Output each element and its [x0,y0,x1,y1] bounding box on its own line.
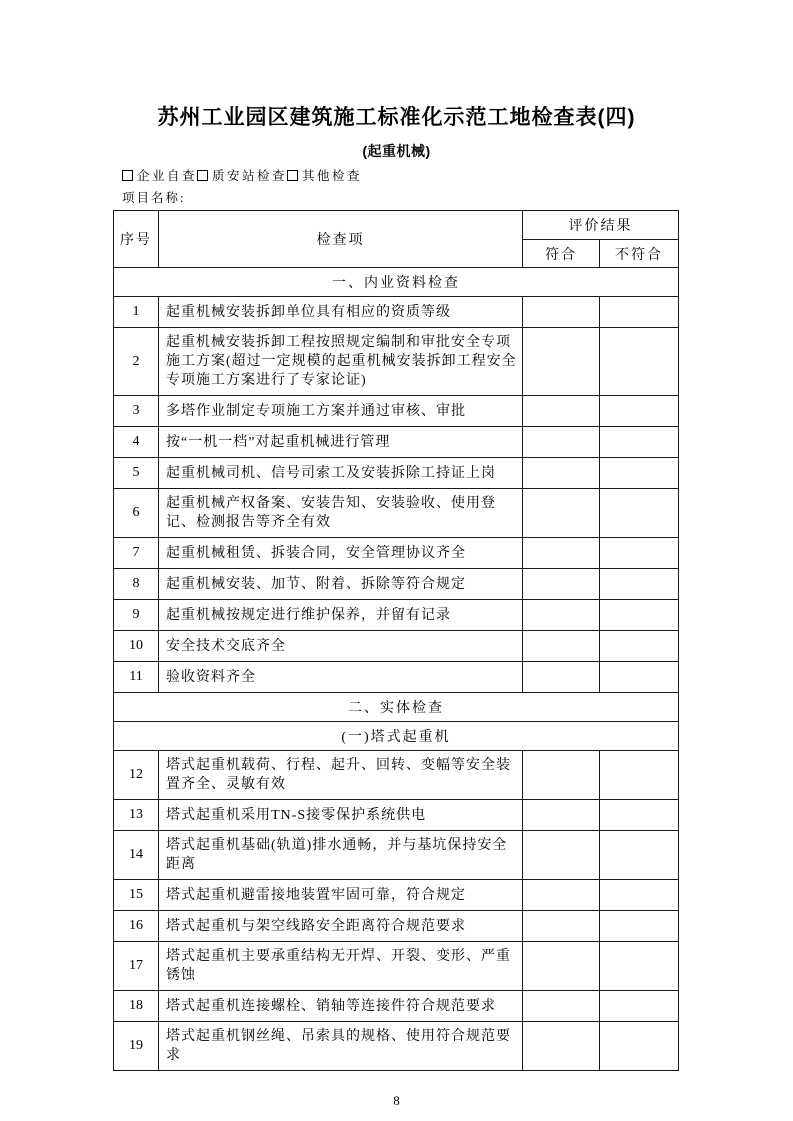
table-row [114,538,679,569]
row-number: 2 [114,328,159,396]
row-number: 14 [114,831,159,880]
check-item-text: 塔式起重机与架空线路安全距离符合规范要求 [159,911,523,942]
pass-cell[interactable] [523,396,600,427]
pass-cell[interactable] [523,662,600,693]
row-number: 6 [114,489,159,538]
table-row [114,569,679,600]
fail-cell[interactable] [600,991,679,1022]
header-check-item: 检查项 [159,211,523,268]
section-row [114,722,679,751]
project-name-label: 项目名称: [122,191,186,205]
check-item-text: 起重机械安装拆卸工程按照规定编制和审批安全专项施工方案(超过一定规模的起重机械安装拆卸工程安全专项施工方案进行了专家论证) [159,328,523,396]
check-item-text: 塔式起重机连接螺栓、销轴等连接件符合规范要求 [159,991,523,1022]
row-number: 9 [114,600,159,631]
fail-cell[interactable] [600,1022,679,1071]
table-row [114,489,679,538]
pass-cell[interactable] [523,991,600,1022]
fail-cell[interactable] [600,427,679,458]
checkbox-icon[interactable] [197,170,208,181]
table-row [114,297,679,328]
pass-cell[interactable] [523,942,600,991]
pass-cell[interactable] [523,489,600,538]
row-number: 8 [114,569,159,600]
fail-cell[interactable] [600,911,679,942]
inspection-table [113,210,679,1071]
row-number: 15 [114,880,159,911]
fail-cell[interactable] [600,800,679,831]
table-row [114,427,679,458]
fail-cell[interactable] [600,458,679,489]
fail-cell[interactable] [600,396,679,427]
header-fail: 不符合 [600,240,679,268]
check-item-text: 塔式起重机载荷、行程、起升、回转、变幅等安全装置齐全、灵敏有效 [159,751,523,800]
check-option-label: 其他检查 [302,169,363,183]
check-item-text: 安全技术交底齐全 [159,631,523,662]
header-evaluation-result: 评价结果 [523,211,679,240]
table-body [114,268,679,1071]
check-options [122,166,362,184]
fail-cell[interactable] [600,662,679,693]
pass-cell[interactable] [523,1022,600,1071]
check-option-label: 企业自查 [137,169,198,183]
pass-cell[interactable] [523,831,600,880]
fail-cell[interactable] [600,569,679,600]
pass-cell[interactable] [523,458,600,489]
check-option[interactable] [287,166,362,184]
row-number: 16 [114,911,159,942]
header-index: 序号 [114,211,159,268]
pass-cell[interactable] [523,427,600,458]
section-label: 二、实体检查 [114,693,679,722]
pass-cell[interactable] [523,800,600,831]
fail-cell[interactable] [600,297,679,328]
row-number: 18 [114,991,159,1022]
fail-cell[interactable] [600,538,679,569]
row-number: 17 [114,942,159,991]
header-pass: 符合 [523,240,600,268]
table-row [114,1022,679,1071]
page-title: 苏州工业园区建筑施工标准化示范工地检查表(四) [157,106,636,129]
page-subtitle: (起重机械) [362,143,431,159]
row-number: 11 [114,662,159,693]
section-row [114,268,679,297]
section-label: 一、内业资料检查 [114,268,679,297]
pass-cell[interactable] [523,600,600,631]
section-label: (一)塔式起重机 [114,722,679,751]
check-item-text: 塔式起重机采用TN-S接零保护系统供电 [159,800,523,831]
page-number: 8 [393,1093,400,1108]
table-row [114,911,679,942]
fail-cell[interactable] [600,600,679,631]
table-row [114,458,679,489]
table-row [114,942,679,991]
pass-cell[interactable] [523,880,600,911]
fail-cell[interactable] [600,328,679,396]
pass-cell[interactable] [523,911,600,942]
row-number: 5 [114,458,159,489]
table-row [114,662,679,693]
check-item-text: 起重机械安装、加节、附着、拆除等符合规定 [159,569,523,600]
fail-cell[interactable] [600,942,679,991]
fail-cell[interactable] [600,831,679,880]
pass-cell[interactable] [523,538,600,569]
fail-cell[interactable] [600,751,679,800]
fail-cell[interactable] [600,631,679,662]
check-item-text: 塔式起重机钢丝绳、吊索具的规格、使用符合规范要求 [159,1022,523,1071]
check-item-text: 起重机械司机、信号司索工及安装拆除工持证上岗 [159,458,523,489]
row-number: 12 [114,751,159,800]
check-option[interactable] [197,166,287,184]
row-number: 10 [114,631,159,662]
check-item-text: 验收资料齐全 [159,662,523,693]
check-option[interactable] [122,166,197,184]
row-number: 7 [114,538,159,569]
check-item-text: 塔式起重机避雷接地装置牢固可靠，符合规定 [159,880,523,911]
check-item-text: 起重机械安装拆卸单位具有相应的资质等级 [159,297,523,328]
pass-cell[interactable] [523,751,600,800]
check-item-text: 起重机械按规定进行维护保养，并留有记录 [159,600,523,631]
table-row [114,600,679,631]
check-item-text: 多塔作业制定专项施工方案并通过审核、审批 [159,396,523,427]
section-row [114,693,679,722]
check-item-text: 塔式起重机主要承重结构无开焊、开裂、变形、严重锈蚀 [159,942,523,991]
row-number: 1 [114,297,159,328]
table-row [114,396,679,427]
row-number: 13 [114,800,159,831]
pass-cell[interactable] [523,328,600,396]
checkbox-icon[interactable] [287,170,298,181]
table-row [114,800,679,831]
pass-cell[interactable] [523,631,600,662]
check-option-label: 质安站检查 [212,169,288,183]
row-number: 3 [114,396,159,427]
fail-cell[interactable] [600,880,679,911]
row-number: 19 [114,1022,159,1071]
check-item-text: 塔式起重机基础(轨道)排水通畅，并与基坑保持安全距离 [159,831,523,880]
pass-cell[interactable] [523,297,600,328]
table-row [114,751,679,800]
fail-cell[interactable] [600,489,679,538]
check-item-text: 按“一机一档”对起重机械进行管理 [159,427,523,458]
check-item-text: 起重机械产权备案、安装告知、安装验收、使用登记、检测报告等齐全有效 [159,489,523,538]
table-row [114,831,679,880]
row-number: 4 [114,427,159,458]
check-item-text: 起重机械租赁、拆装合同，安全管理协议齐全 [159,538,523,569]
pass-cell[interactable] [523,569,600,600]
table-row [114,991,679,1022]
table-row [114,880,679,911]
table-row [114,328,679,396]
table-row [114,631,679,662]
checkbox-icon[interactable] [122,170,133,181]
